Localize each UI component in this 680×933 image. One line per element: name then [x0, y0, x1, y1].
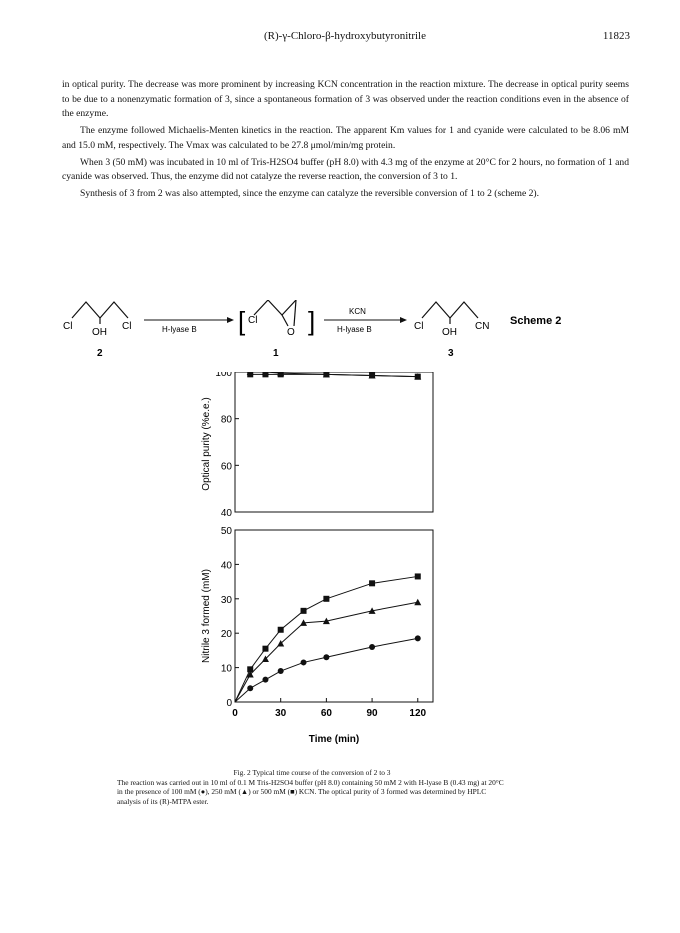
bracket-right: ] — [308, 306, 316, 336]
figure-2 — [195, 372, 455, 762]
compound-3-label: 3 — [448, 348, 454, 359]
bottom-y-tick-label: 0 — [226, 698, 232, 709]
compound-1-o: O — [287, 327, 295, 338]
bottom-y-tick-label: 20 — [220, 629, 232, 641]
bottom-x-tick-label: 90 — [366, 708, 378, 719]
compound-3-oh: OH — [442, 327, 457, 338]
bottom-x-axis-label: Time (min) — [308, 734, 360, 745]
bracket-left: [ — [238, 306, 246, 336]
paragraph-3: When 3 (50 mM) was incubated in 10 ml of Tris-H2SO4 buffer (pH 8.0) with 4.3 mg of the enzyme at 20°C for 2 hours, no formation of 1 and cyanide was observed. Thus, the enzyme did not catalyze the reverse reaction, the conversion of 3 to 1. — [62, 156, 629, 183]
bottom-series-square-line — [235, 576, 418, 702]
body-text — [62, 78, 629, 204]
bottom-circle-point — [262, 677, 268, 683]
compound-1-cl: Cl — [248, 315, 258, 326]
compound-3-cl: Cl — [414, 321, 424, 332]
bottom-circle-point — [247, 685, 253, 691]
compound-2-cl-right: Cl — [122, 321, 132, 332]
bottom-series-circle-line — [235, 638, 418, 702]
compound-1-label: 1 — [273, 348, 279, 359]
caption-body: The reaction was carried out in 10 ml of 0.1 M Tris-H2SO4 buffer (pH 8.0) containing 50 mM 2 with H-lyase B (0.43 mg) at 20°C in the presence of 100 mM (●), 250 mM (▲) or 500 mM (■) KCN. The optical purity of 3 formed was determined by HPLC analysis of its (R)-MTPA ester. — [117, 778, 504, 806]
bottom-x-tick-label: 120 — [409, 708, 427, 719]
paragraph-1: in optical purity. The decrease was more prominent by increasing KCN concentration in the reaction mixture. The decrease in optical purity seems to be due to a nonenzymatic formation of 3, since a spontaneous formation of 3 was observed under the reaction conditions even in the absence of the enzyme. — [62, 79, 629, 120]
bottom-x-ticks — [232, 698, 426, 719]
compound-1-skeleton — [254, 300, 296, 315]
reagent-kcn: KCN — [349, 307, 366, 316]
paragraph-2: The enzyme followed Michaelis-Menten kinetics in the reaction. The apparent Km values for 1 and cyanide were calculated to be 8.06 mM and 15.0 mM, respectively. The Vmax was calculated to be 27.8 μmol/min/mg protein. — [62, 125, 629, 151]
bottom-series — [235, 573, 421, 702]
bottom-circle-point — [323, 654, 329, 660]
bottom-y-tick-label: 50 — [220, 526, 232, 537]
top-y-tick-label: 60 — [220, 461, 232, 473]
page-number: 11823 — [602, 30, 630, 42]
bottom-square-point — [301, 608, 307, 614]
figure-caption — [117, 768, 507, 806]
enzyme-label-1: H-lyase B — [162, 325, 197, 334]
top-y-tick-label: 100 — [215, 372, 232, 379]
bottom-y-tick-label: 10 — [220, 663, 232, 675]
bottom-square-point — [323, 596, 329, 602]
bottom-square-point — [262, 646, 268, 652]
top-panel-frame — [235, 372, 433, 512]
bottom-triangle-point — [414, 599, 421, 606]
top-series — [247, 372, 422, 380]
reaction-scheme — [62, 300, 629, 362]
bottom-y-ticks — [221, 526, 239, 709]
top-y-axis-label: Optical purity (%e.e.) — [201, 397, 212, 491]
bottom-y-tick-label: 30 — [220, 594, 232, 606]
compound-3-cn: CN — [475, 321, 490, 332]
bottom-x-tick-label: 60 — [320, 708, 332, 719]
page-header — [60, 30, 630, 46]
scheme-label: Scheme 2 — [510, 315, 562, 327]
compound-2-cl-left: Cl — [63, 321, 73, 332]
compound-2-oh: OH — [92, 327, 107, 338]
bottom-x-tick-label: 0 — [232, 708, 238, 719]
scheme-drawing — [62, 300, 629, 362]
bottom-x-tick-label: 30 — [275, 708, 287, 719]
top-y-tick-label: 40 — [220, 508, 232, 519]
epoxide-bond-2 — [294, 300, 296, 326]
bottom-y-axis-label: Nitrile 3 formed (mM) — [201, 569, 212, 663]
paragraph-4: Synthesis of 3 from 2 was also attempted, since the enzyme can catalyze the reversible conversion of 1 to 2 (scheme 2). — [80, 187, 540, 199]
enzyme-label-2: H-lyase B — [337, 325, 372, 334]
running-title: (R)-γ-Chloro-β-hydroxybutyronitrile — [264, 30, 426, 42]
bottom-circle-point — [301, 659, 307, 665]
top-y-tick-label: 80 — [220, 414, 232, 426]
epoxide-bond-1 — [282, 315, 288, 326]
bottom-square-point — [369, 580, 375, 586]
bottom-circle-point — [415, 635, 421, 641]
compound-2-skeleton — [72, 302, 128, 318]
bottom-square-point — [415, 573, 421, 579]
bottom-square-point — [278, 627, 284, 633]
bottom-circle-point — [369, 644, 375, 650]
bottom-panel-frame — [235, 530, 433, 702]
reaction-arrow-2-head — [400, 317, 407, 323]
bottom-y-tick-label: 40 — [220, 560, 232, 572]
figure-2-plots — [195, 372, 455, 762]
caption-title: Fig. 2 Typical time course of the conversion of 2 to 3 — [233, 768, 391, 777]
bottom-circle-point — [278, 668, 284, 674]
reaction-arrow-1-head — [227, 317, 234, 323]
compound-2-label: 2 — [97, 348, 103, 359]
compound-3-skeleton — [422, 302, 478, 318]
